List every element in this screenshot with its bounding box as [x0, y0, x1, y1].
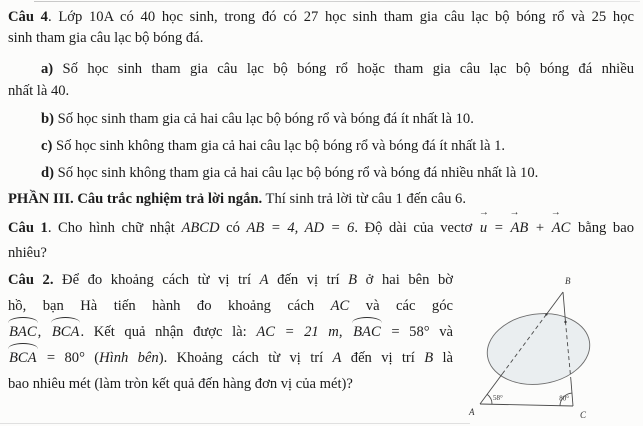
statement-a-text-1: Số học sinh tham gia câu lạc bộ bóng rổ hoặc tham gia câu lạc bộ bóng đá nhiều — [53, 61, 634, 77]
vertex-c-label: C — [580, 410, 587, 420]
intersection-dot-cb — [564, 321, 566, 323]
statement-a-label: a) — [41, 61, 54, 77]
angle-bac-notation: BAC — [8, 319, 38, 345]
equals-sign: = — [488, 220, 510, 236]
point-b-symbol: B — [348, 272, 358, 288]
statement-b-label: b) — [41, 111, 54, 127]
comma-separator: , — [37, 324, 51, 340]
lake-distance-figure — [453, 267, 634, 425]
angle-bca-notation: BCA — [8, 345, 38, 371]
segment-ab-solid-upper — [546, 292, 563, 314]
statement-d-text: Số học sinh không tham gia cả hai câu lạc bộ bóng rổ và bóng đá nhiều nhất là 10. — [53, 165, 539, 181]
question-4-label: Câu 4 — [8, 9, 48, 25]
statement-a-line-2: nhất là 40. — [8, 83, 70, 99]
vector-ab-symbol: AB — [510, 220, 529, 236]
part-3-header — [8, 189, 634, 210]
statement-c — [8, 136, 634, 157]
rect-abcd-symbol: ABCD — [181, 220, 220, 236]
question-4-line-1 — [8, 7, 634, 28]
question-2-text-7: , — [338, 324, 353, 340]
angle-bac-value: = 58° và — [381, 324, 454, 340]
part-3-title: PHẦN III. Câu trắc nghiệm trả lời ngắn. — [8, 191, 263, 207]
question-1-text-4: bằng bao — [571, 220, 634, 236]
statement-b — [8, 109, 634, 130]
point-b-symbol: B — [424, 350, 434, 366]
question-2-text-4: hồ, bạn Hà tiến hành đo khoảng cách — [8, 298, 331, 314]
question-1-text-2: có — [219, 220, 247, 236]
given-values: AB = 4, AD = 6 — [246, 220, 355, 236]
vertex-b-label: B — [565, 276, 571, 286]
vector-ac — [550, 207, 572, 241]
question-1-label: Câu 1 — [8, 220, 48, 236]
question-2-text-8: ). Khoảng cách từ vị trí — [158, 350, 333, 366]
question-2-section — [8, 267, 634, 425]
scan-artifact-bottom — [0, 423, 470, 424]
question-2-text-5: và các góc — [349, 298, 453, 314]
angle-bca-value: = 80° ( — [37, 350, 100, 366]
question-2-text-10: là — [433, 350, 453, 366]
question-1-text-1: . Cho hình chữ nhật — [47, 220, 182, 236]
question-2-text-6: . Kết quả nhận được là: — [80, 324, 257, 340]
angle-c-value-label: 80° — [559, 394, 569, 403]
question-2-line-5: bao nhiêu mét (làm tròn kết quả đến hàng đơn vị của mét)? — [8, 376, 353, 392]
question-2-text-1: Để đo khoảng cách từ vị trí — [53, 272, 260, 288]
figure-reference: Hình bên — [99, 350, 159, 366]
question-4-line-2: sinh tham gia câu lạc bộ bóng đá. — [8, 30, 204, 46]
segment-ac-symbol: AC — [330, 298, 350, 314]
vector-ab — [509, 207, 530, 241]
part-3-subtitle: Thí sinh trả lời từ câu 1 đến câu 6. — [262, 191, 466, 207]
statement-c-label: c) — [41, 138, 53, 154]
angle-a-value-label: 58° — [493, 394, 503, 402]
statement-c-text: Số học sinh không tham gia cả hai câu lạc bộ bóng rổ và bóng đá ít nhất là 1. — [52, 138, 506, 154]
scan-artifact-top — [34, 1, 640, 2]
intersection-dot-ab — [545, 313, 547, 315]
question-2-label: Câu 2. — [8, 272, 54, 288]
question-2-text-3: ở hai bên bờ — [357, 272, 453, 288]
vector-arrow-icon: → — [509, 207, 520, 218]
statement-d-label: d) — [41, 165, 54, 181]
angle-a-arc — [487, 394, 492, 404]
point-a-symbol: A — [332, 350, 342, 366]
question-2-line-2 — [8, 293, 453, 319]
vector-arrow-icon: → — [550, 207, 561, 218]
vertex-a-label: A — [469, 407, 475, 417]
question-2-line-3 — [8, 319, 453, 345]
question-4-text-1: . Lớp 10A có 40 học sinh, trong đó có 27 học sinh tham gia câu lạc bộ bóng rổ và 25 học — [47, 9, 634, 25]
vector-arrow-icon: → — [478, 207, 489, 218]
question-2-line-4 — [8, 345, 453, 371]
plus-sign: + — [529, 220, 551, 236]
question-2-text-9: đến vị trí — [341, 350, 425, 366]
vector-u — [478, 207, 489, 241]
angle-bac-notation: BAC — [352, 319, 382, 345]
question-2-text-2: đến vị trí — [268, 272, 349, 288]
question-2-text-column — [8, 267, 453, 425]
figure-column — [453, 267, 634, 425]
vector-ac-symbol: AC — [551, 220, 571, 236]
angle-bca-notation: BCA — [51, 319, 81, 345]
vector-u-symbol: u — [479, 220, 488, 236]
question-1-line-2: nhiêu? — [8, 245, 47, 261]
question-1-text-3: . Độ dài của vectơ — [354, 220, 479, 236]
statement-b-text: Số học sinh tham gia cả hai câu lạc bộ bóng rổ và bóng đá ít nhất là 10. — [53, 111, 474, 127]
question-2-line-1 — [8, 267, 453, 293]
segment-ac-line — [480, 404, 573, 406]
statement-a-line-1 — [8, 58, 634, 80]
ac-measure-value: AC = 21 m — [256, 324, 339, 340]
statement-d — [8, 163, 634, 184]
point-a-symbol: A — [259, 272, 269, 288]
question-1-line-1 — [8, 207, 634, 241]
